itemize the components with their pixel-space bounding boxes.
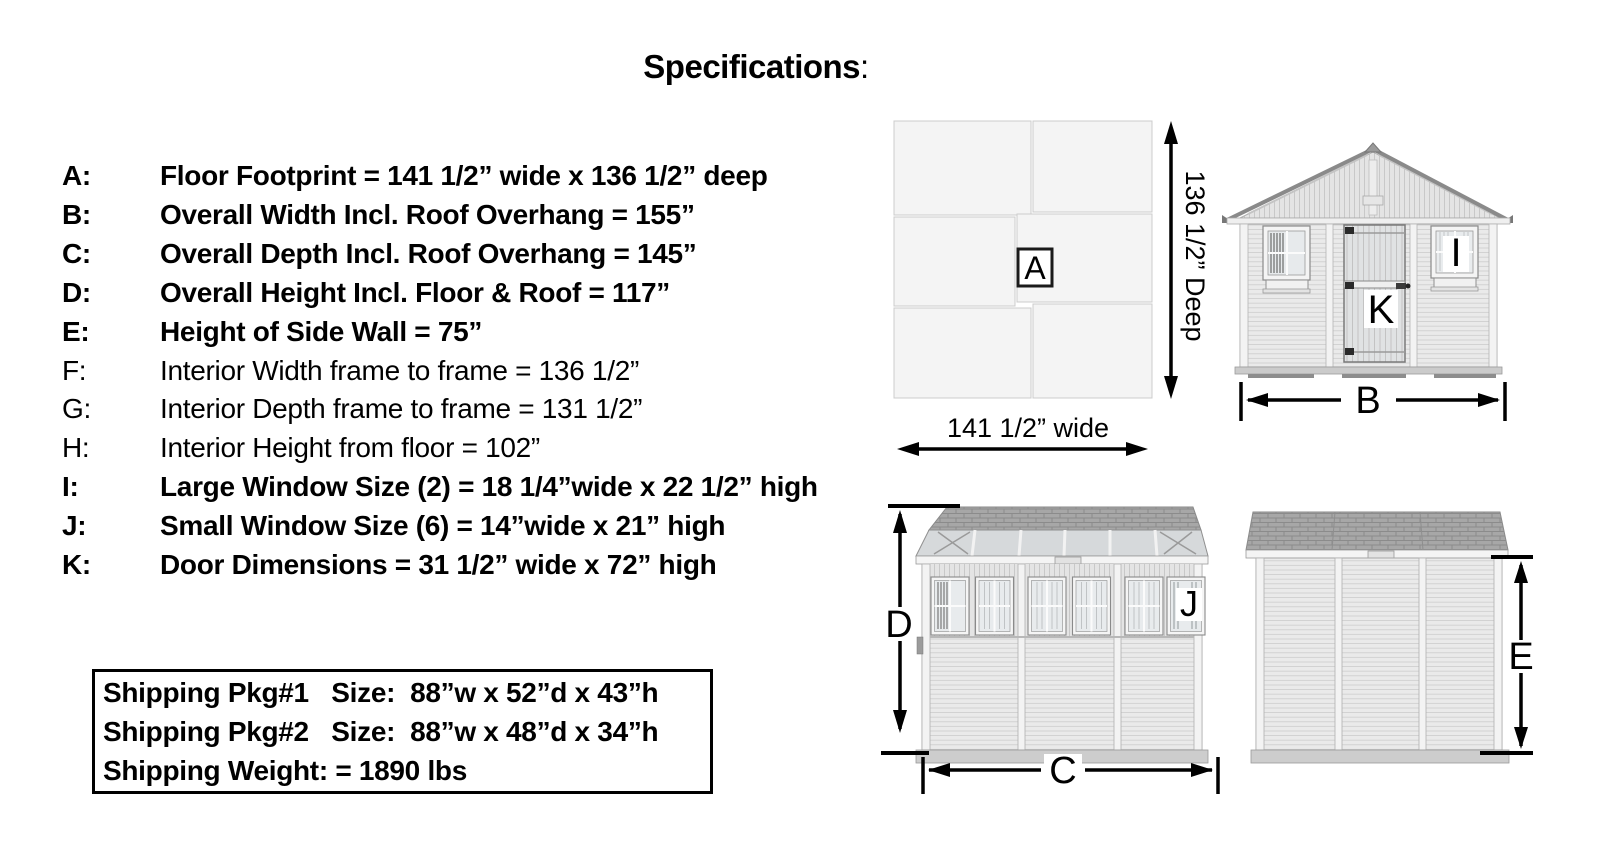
front-base: [1235, 367, 1502, 374]
rear-base: [1251, 750, 1509, 763]
spec-row: [62, 507, 818, 546]
spec-row: [62, 390, 818, 429]
arrow-up-icon: [1514, 561, 1528, 583]
depth-dimension: [1164, 121, 1178, 399]
arrow-down-icon: [1514, 727, 1528, 749]
door-k-label: K: [1367, 288, 1395, 332]
spec-text: Interior Width frame to frame = 136 1/2”: [160, 354, 639, 386]
dimension-e-label: E: [1508, 636, 1534, 678]
page-title-colon: :: [860, 48, 869, 85]
hinge-icon: [1345, 227, 1354, 234]
arrow-left-icon: [1246, 393, 1268, 407]
ridge-cap: [1365, 143, 1381, 152]
hinge-icon: [1345, 282, 1354, 289]
arrow-down-icon: [893, 710, 907, 733]
front-window-left: [1263, 226, 1310, 293]
spec-row: [62, 235, 818, 274]
arrow-right-icon: [1191, 763, 1213, 777]
spec-row: [62, 196, 818, 235]
spec-letter: F:: [62, 354, 87, 386]
arrow-right-icon: [1478, 393, 1500, 407]
arrow-left-icon: [897, 442, 919, 456]
dimension-c-label: C: [1049, 750, 1077, 792]
spec-text: Large Window Size (2) = 18 1/4”wide x 22 1/2” high: [160, 471, 818, 503]
spec-row: [62, 546, 818, 585]
front-elevation-diagram: [1222, 143, 1513, 422]
spec-row: [62, 157, 818, 196]
side-elevation-diagram: [881, 506, 1218, 794]
width-dimension: [897, 442, 1148, 456]
spec-letter: E:: [62, 315, 90, 347]
spec-letter: D:: [62, 276, 91, 308]
spec-text: Overall Depth Incl. Roof Overhang = 145”: [160, 237, 697, 269]
spec-row: [62, 429, 818, 468]
spec-list: [62, 157, 818, 585]
spec-letter: C:: [62, 237, 91, 269]
spec-row: [62, 274, 818, 313]
door-handle-icon: [1396, 283, 1406, 289]
rear-elevation-diagram: [1246, 512, 1534, 763]
spec-text: Height of Side Wall = 75”: [160, 315, 483, 347]
spec-text: Floor Footprint = 141 1/2” wide x 136 1/2” deep: [160, 160, 768, 191]
dimension-b-label: B: [1355, 380, 1381, 422]
spec-letter: B:: [62, 198, 91, 230]
arrow-right-icon: [1126, 442, 1148, 456]
rear-roof-shingles: [1246, 512, 1508, 550]
shipping-info-box: [92, 669, 713, 794]
door: [1344, 225, 1411, 362]
arrow-up-icon: [893, 510, 907, 533]
floor-plan-diagram: [894, 121, 1210, 456]
spec-letter: G:: [62, 393, 91, 425]
depth-dimension-label: 136 1/2” Deep: [1180, 170, 1210, 342]
spec-letter: J:: [62, 510, 87, 542]
spec-text: Overall Height Incl. Floor & Roof = 117”: [160, 276, 671, 308]
spec-text: Door Dimensions = 31 1/2” wide x 72” high: [160, 549, 717, 581]
side-roof-shingles: [929, 507, 1201, 530]
spec-row: [62, 352, 818, 391]
shipping-weight-line: Shipping Weight: = 1890 lbs: [103, 755, 467, 786]
arrow-down-icon: [1164, 376, 1178, 399]
arrow-up-icon: [1164, 121, 1178, 144]
shipping-pkg1-line: Shipping Pkg#1 Size: 88”w x 52”d x 43”h: [103, 677, 659, 708]
spec-letter: K:: [62, 549, 91, 581]
spec-letter: I:: [62, 471, 79, 503]
eave-band: [1227, 218, 1510, 224]
base-feet: [1248, 374, 1496, 378]
page-title-main: Specifications: [643, 48, 861, 85]
svg-text:A: A: [1024, 250, 1046, 286]
dimension-d-label: D: [885, 604, 913, 646]
spec-letter: H:: [62, 432, 90, 464]
spec-text: Overall Width Incl. Roof Overhang = 155”: [160, 198, 695, 230]
spec-text: Small Window Size (6) = 14”wide x 21” high: [160, 510, 726, 542]
spec-letter: A:: [62, 160, 91, 191]
window-i-label: I: [1450, 231, 1462, 275]
spec-text: Interior Height from floor = 102”: [160, 432, 540, 464]
front-window-right: [1431, 226, 1478, 291]
floor-plan-label-a: [1018, 249, 1052, 286]
window-j-label: J: [1180, 583, 1198, 624]
arrow-left-icon: [928, 763, 950, 777]
hinge-icon: [1345, 348, 1354, 355]
rear-wall: [1256, 558, 1502, 750]
spec-row: [62, 468, 818, 507]
page-title: [356, 48, 1156, 86]
spec-row: [62, 313, 818, 352]
spec-text: Interior Depth frame to frame = 131 1/2”: [160, 393, 643, 425]
width-dimension-label: 141 1/2” wide: [946, 413, 1110, 443]
shipping-pkg2-line: Shipping Pkg#2 Size: 88”w x 48”d x 34”h: [103, 716, 659, 747]
diagrams-canvas: [860, 100, 1560, 800]
